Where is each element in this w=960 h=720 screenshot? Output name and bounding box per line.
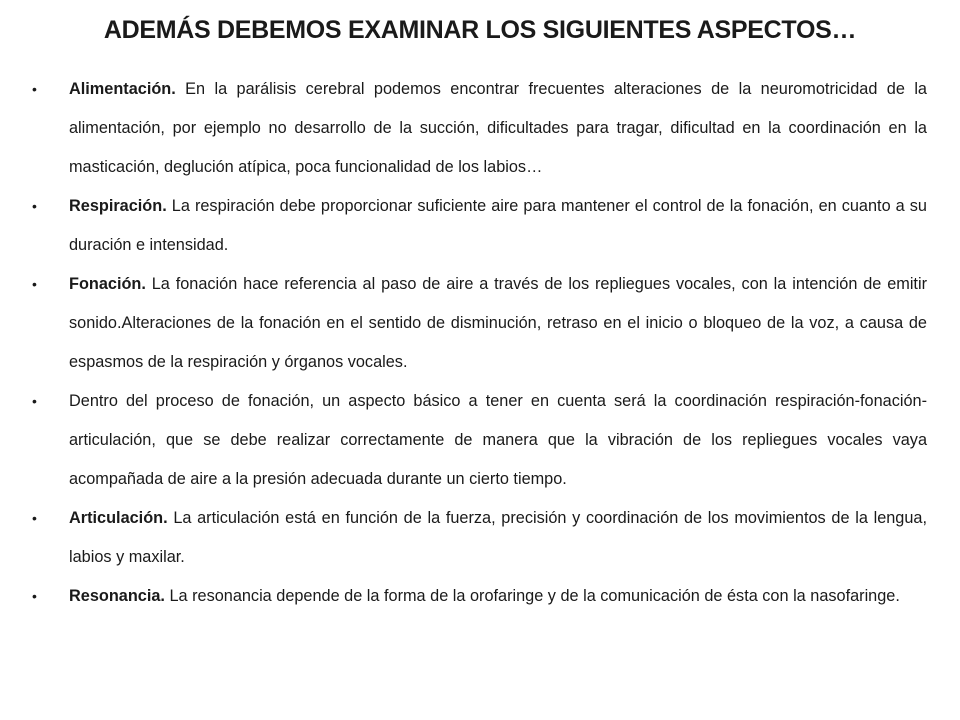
bullet-dot-icon: •	[32, 81, 37, 97]
bullet-item-articulacion	[32, 499, 927, 577]
bullet-text: La respiración debe proporcionar suficiente aire para mantener el control de la fonación, en cuanto a su duración e intensidad.	[69, 197, 927, 254]
bullet-heading: Articulación.	[69, 509, 174, 527]
bullet-dot-icon: •	[32, 588, 37, 604]
bullet-text: En la parálisis cerebral podemos encontrar frecuentes alteraciones de la neuromotricidad de la alimentación, por ejemplo no desarrollo de la succión, dificultades para tragar, dificultad en la coordinación en la masticación, deglución atípica, poca funcionalidad de los labios…	[69, 80, 927, 176]
bullet-text: Dentro del proceso de fonación, un aspecto básico a tener en cuenta será la coordinación respiración-fonación-articulación, que se debe realizar correctamente de manera que la vibración de los repliegues vocales vaya acompañada de aire a la presión adecuada durante un cierto tiempo.	[69, 392, 927, 488]
bullet-heading: Respiración.	[69, 197, 172, 215]
bullet-item-alimentacion	[32, 70, 927, 187]
bullet-heading: Alimentación.	[69, 80, 186, 98]
bullet-dot-icon: •	[32, 276, 37, 292]
bullet-heading: Fonación.	[69, 275, 152, 293]
bullet-dot-icon: •	[32, 510, 37, 526]
bullet-dot-icon: •	[32, 393, 37, 409]
bullet-item-fonacion	[32, 265, 927, 382]
slide-title: ADEMÁS DEBEMOS EXAMINAR LOS SIGUIENTES ASPECTOS…	[103, 16, 857, 44]
bullet-dot-icon: •	[32, 198, 37, 214]
bullet-item-coordinacion	[32, 382, 927, 499]
bullet-list	[32, 70, 927, 616]
bullet-item-respiracion	[32, 187, 927, 265]
bullet-text: La fonación hace referencia al paso de aire a través de los repliegues vocales, con la intención de emitir sonido.Alteraciones de la fonación en el sentido de disminución, retraso en el inicio o bloqueo de la voz, a causa de espasmos de la respiración y órganos vocales.	[69, 275, 927, 371]
bullet-heading: Resonancia.	[69, 587, 170, 605]
bullet-text: La resonancia depende de la forma de la orofaringe y de la comunicación de ésta con la nasofaringe.	[169, 587, 900, 605]
bullet-item-resonancia	[32, 577, 927, 616]
bullet-text: La articulación está en función de la fuerza, precisión y coordinación de los movimientos de la lengua, labios y maxilar.	[69, 509, 927, 566]
